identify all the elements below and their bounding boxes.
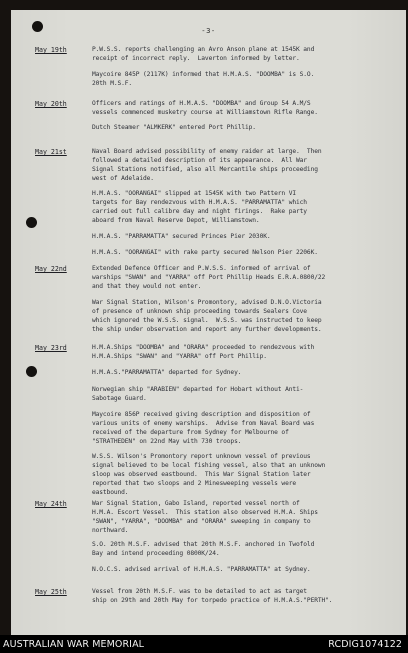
entry-date: May 21st <box>35 148 67 156</box>
punch-hole <box>26 217 37 228</box>
page-number: -3- <box>201 26 216 35</box>
entry-paragraph: Vessel from 20th M.S.F. was to be detailed to act as target ship on 29th and 20th May for torpedo practice of H.M.A.S."PERTH". <box>92 588 333 604</box>
entry-date: May 22nd <box>35 265 67 273</box>
entry-paragraph: H.M.A.Ships "DOOMBA" and "ORARA" proceeded to rendezvous with H.M.A.Ships "SWAN" and "YARRA" off Port Phillip. <box>92 344 315 360</box>
entry-paragraph: N.O.C.S. advised arrival of H.M.A.S. "PARRAMATTA" at Sydney. <box>92 566 311 573</box>
entry-paragraph: Naval Board advised possibility of enemy raider at large. Then followed a detailed description of its appearance. All War Signal Stations notified, also all Mercantile ships proceeding west of Adelaide. <box>92 148 322 182</box>
entry-paragraph: War Signal Station, Gabo Island, reported vessel north of H.M.A. Escort Vessel. This station also observed H.M.A. Ships "SWAN", "YARRA", "DOOMBA" and "ORARA" sweeping in company to northward. <box>92 500 318 534</box>
entry-paragraph: H.M.A.S. "OORANGAI" slipped at 1545K with two Pattern VI targets for Bay rendezvous with H.M.A.S. "PARRAMATTA" which carried out full calibre day and night firings. Rake party aboard from Naval Reserve Depot, Williamstown. <box>92 190 307 224</box>
archive-footer <box>0 635 408 653</box>
entry-paragraph: Dutch Steamer "ALMKERK" entered Port Phillip. <box>92 124 256 131</box>
entry-paragraph: H.M.A.S. "OORANGAI" with rake party secured Nelson Pier 2206K. <box>92 249 318 256</box>
entry-paragraph: Extended Defence Officer and P.W.S.S. informed of arrival of warships "SWAN" and "YARRA" off Port Phillip Heads E.R.A.0800/22 and that they would not enter. <box>92 265 326 290</box>
entry-paragraph: Maycoire 856P received giving description and disposition of various units of enemy warships. Advise from Naval Board was received of the departure from Sydney for Melbourne of "STRATHEDEN" on 22nd May with 730 troops. <box>92 411 315 445</box>
entry-paragraph: W.S.S. Wilson's Promontory report unknown vessel of previous signal believed to be local fishing vessel, also that an unknown sloop was observed eastbound. This War Signal Station later reported that two sloops and 2 Minesweeping vessels were eastbound. <box>92 453 326 496</box>
punch-hole <box>26 366 37 377</box>
entry-date: May 19th <box>35 46 67 54</box>
entry-date: May 25th <box>35 588 67 596</box>
entry-date: May 20th <box>35 100 67 108</box>
entry-date: May 24th <box>35 500 67 508</box>
entry-paragraph: S.O. 20th M.S.F. advised that 20th M.S.F. anchored in Twofold Bay and intend proceeding 0800K/24. <box>92 541 315 557</box>
entry-paragraph: War Signal Station, Wilson's Promontory, advised D.N.O.Victoria of presence of unknown ship proceeding towards Sealers Cove which ignored the W.S.S. signal. W.S.S. was instructed to keep the ship under observation and report any further developments. <box>92 299 322 333</box>
document-page <box>11 10 406 635</box>
entry-paragraph: H.M.A.S. "PARRAMATTA" secured Princes Pier 2030K. <box>92 233 271 240</box>
entry-paragraph: H.M.A.S."PARRAMATTA" departed for Sydney. <box>92 369 242 376</box>
archive-record-id: RCDIG1074122 <box>328 639 402 650</box>
entry-paragraph: Maycoire 845P (2117K) informed that H.M.A.S. "DOOMBA" is S.O. 20th M.S.F. <box>92 71 315 87</box>
entry-paragraph: P.W.S.S. reports challenging an Avro Anson plane at 1545K and receipt of incorrect reply. Laverton informed by letter. <box>92 46 315 62</box>
archive-name: AUSTRALIAN WAR MEMORIAL <box>3 639 145 650</box>
entry-paragraph: Officers and ratings of H.M.A.S. "DOOMBA" and Group 54 A.M/S vessels commenced musketry course at Williamstown Rifle Range. <box>92 100 318 116</box>
entry-paragraph: Norwegian ship "ARABIEN" departed for Hobart without Anti- Sabotage Guard. <box>92 386 304 402</box>
entry-date: May 23rd <box>35 344 67 352</box>
